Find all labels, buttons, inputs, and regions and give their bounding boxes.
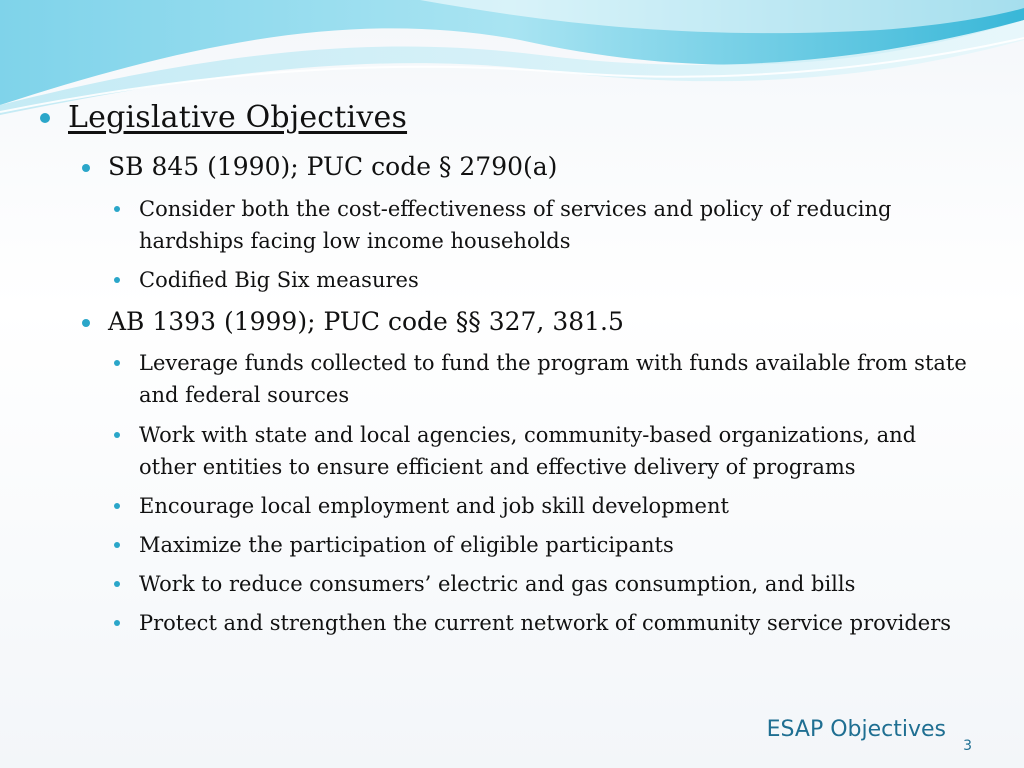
bullet-dot-icon [114,503,120,509]
list-item [139,419,979,483]
bullet-dot-icon [114,581,120,587]
list-item [139,529,979,561]
bullet-dot-icon [114,432,120,438]
list-item [139,607,979,639]
bullet-dot-icon [82,319,90,327]
list-item-text: Leverage funds collected to fund the program with funds available from state and federal sources [139,351,967,407]
list-item [139,264,979,296]
heading-text: Legislative Objectives [68,100,408,135]
list-item-text: Maximize the participation of eligible participants [139,533,674,557]
section-ab1393 [108,307,624,336]
list-item-text: Work to reduce consumers’ electric and gas consumption, and bills [139,572,856,596]
list-item [139,347,979,411]
heading-legislative-objectives [68,100,407,135]
bullet-dot-icon [114,542,120,548]
page-number: 3 [963,738,972,754]
list-item-text: Encourage local employment and job skill development [139,494,729,518]
bullet-dot-icon [114,360,120,366]
list-item [139,193,979,257]
section-title: AB 1393 (1999); PUC code §§ 327, 381.5 [108,307,624,336]
bullet-dot-icon [114,277,120,283]
bullet-dot-icon [114,206,120,212]
section-sb845 [108,152,557,181]
list-item-text: Work with state and local agencies, community-based organizations, and other entities to ensure efficient and effective delivery of programs [139,423,917,479]
bullet-dot-icon [82,164,90,172]
list-item-text: Protect and strengthen the current network of community service providers [139,611,952,635]
list-item [139,490,979,522]
bullet-dot-icon [40,113,50,123]
footer-title: ESAP Objectives [766,717,946,742]
list-item [139,568,979,600]
bullet-dot-icon [114,620,120,626]
list-item-text: Codified Big Six measures [139,268,419,292]
section-title: SB 845 (1990); PUC code § 2790(a) [108,152,558,181]
list-item-text: Consider both the cost-effectiveness of services and policy of reducing hardships facing low income households [139,197,892,253]
